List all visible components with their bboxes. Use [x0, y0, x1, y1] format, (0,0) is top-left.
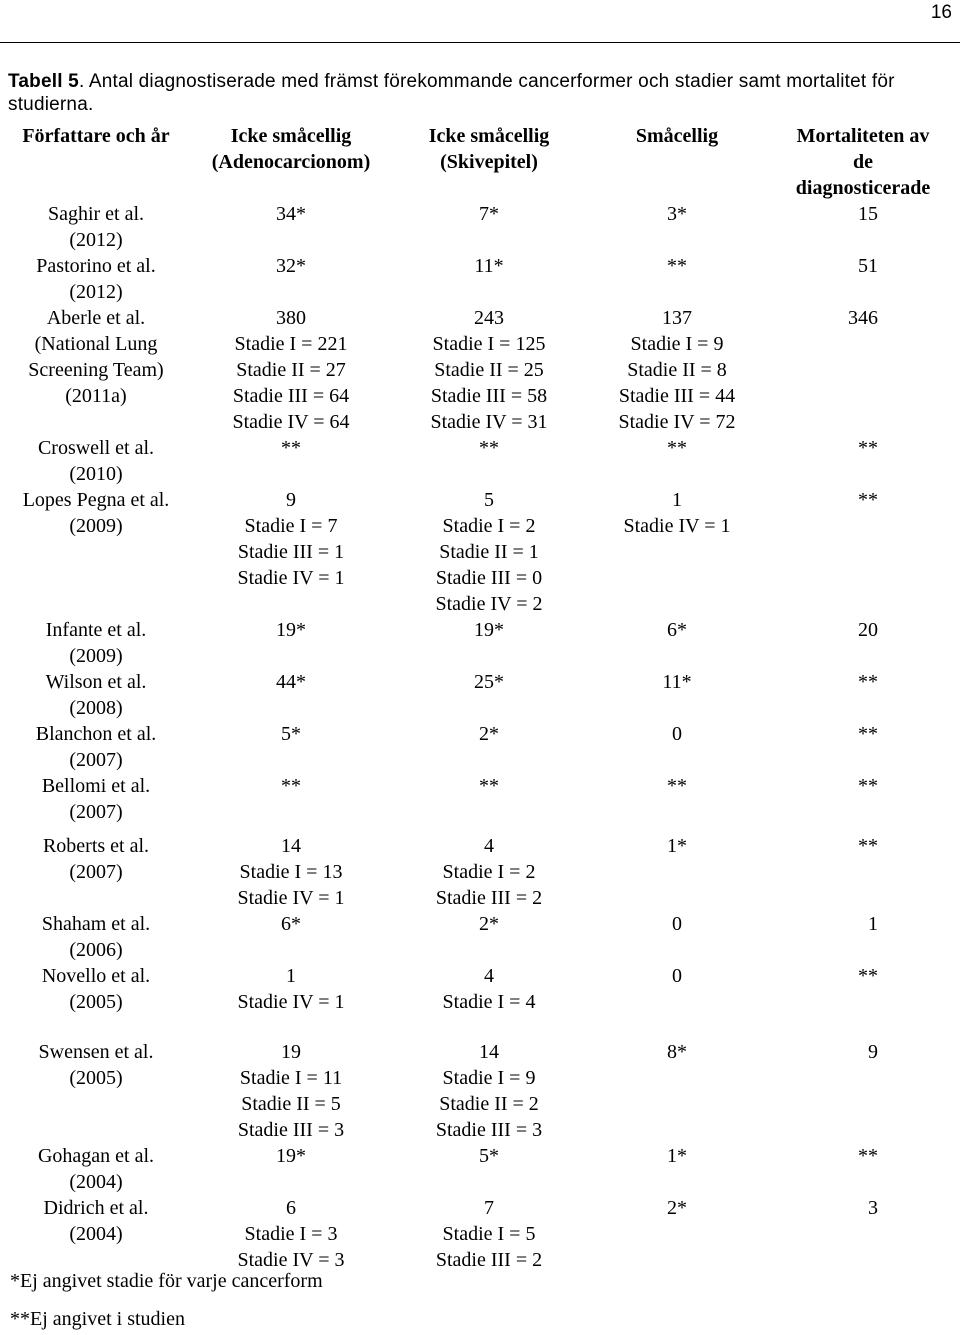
author-cell	[0, 1143, 192, 1195]
cell-line: 2*	[479, 723, 499, 745]
cell-line: 380	[276, 307, 306, 329]
cell-line: 5*	[281, 723, 301, 745]
small-cell-cell	[588, 773, 766, 833]
cell-line: Stadie II = 27	[236, 359, 346, 381]
cell-line: (2009)	[69, 515, 123, 537]
author-cell	[0, 435, 192, 487]
cell-line: **	[858, 1145, 878, 1167]
adenocarcinoma-cell	[192, 1143, 390, 1195]
cell-line: Shaham et al.	[41, 913, 151, 935]
cell-line: Stadie III = 2	[435, 1249, 543, 1271]
cell-line: 14	[479, 1041, 499, 1063]
cell-line: Stadie II = 5	[241, 1093, 341, 1115]
author-cell	[0, 617, 192, 669]
table-row	[0, 1039, 960, 1143]
cell-line: Stadie IV = 1	[237, 991, 345, 1013]
adenocarcinoma-cell	[192, 617, 390, 669]
cell-line: 14	[281, 835, 301, 857]
cell-line: Stadie IV = 64	[232, 411, 350, 433]
cell-line: 51	[858, 255, 878, 277]
table-row	[0, 1195, 960, 1273]
small-cell-cell	[588, 435, 766, 487]
cell-line: Infante et al.	[45, 619, 147, 641]
cell-line: 137	[662, 307, 692, 329]
footnote-2: **Ej angivet i studien	[10, 1308, 185, 1330]
cell-line: Pastorino et al.	[36, 255, 156, 277]
cell-line: **	[479, 437, 499, 459]
cell-line: Stadie IV = 3	[237, 1249, 345, 1271]
mortality-cell	[766, 833, 960, 911]
cell-line: 19*	[276, 1145, 306, 1167]
cell-line: (2007)	[69, 801, 123, 823]
cell-line: Stadie III = 44	[618, 385, 736, 407]
table-row	[0, 669, 960, 721]
small-cell-cell	[588, 617, 766, 669]
cell-line: 19	[281, 1041, 301, 1063]
cell-line: 15	[858, 203, 878, 225]
cell-line: 1	[286, 965, 296, 987]
cell-line: Stadie IV = 2	[435, 593, 543, 615]
cell-line: (2005)	[69, 991, 123, 1013]
cell-line: **	[858, 723, 878, 745]
cell-line: **	[858, 965, 878, 987]
author-cell	[0, 963, 192, 1039]
mortality-cell	[766, 721, 960, 773]
cell-line: Stadie I = 11	[239, 1067, 343, 1089]
adenocarcinoma-cell	[192, 833, 390, 911]
caption-label: Tabell 5	[8, 71, 79, 92]
cell-line: **	[858, 489, 878, 511]
squamous-cell	[390, 435, 588, 487]
cell-line: (2011a)	[65, 385, 127, 407]
cell-line: Stadie I = 13	[239, 861, 343, 883]
cell-line: **	[667, 775, 687, 797]
mortality-cell	[766, 617, 960, 669]
mortality-cell	[766, 253, 960, 305]
cell-line: 0	[672, 965, 682, 987]
cell-line: 34*	[276, 203, 306, 225]
cell-line: Stadie II = 8	[627, 359, 727, 381]
author-cell	[0, 669, 192, 721]
table-caption	[8, 70, 953, 116]
small-cell-cell	[588, 963, 766, 1039]
cell-line: 6	[286, 1197, 296, 1219]
cell-line: Stadie III = 3	[237, 1119, 345, 1141]
adenocarcinoma-cell	[192, 305, 390, 435]
cell-line: Gohagan et al.	[37, 1145, 155, 1167]
small-cell-cell	[588, 305, 766, 435]
author-cell	[0, 305, 192, 435]
squamous-cell	[390, 305, 588, 435]
page-number: 16	[930, 2, 952, 23]
squamous-cell	[390, 669, 588, 721]
cell-line: Novello et al.	[41, 965, 151, 987]
cell-line: 9	[868, 1041, 878, 1063]
cell-line: Screening Team)	[28, 359, 164, 381]
adenocarcinoma-cell	[192, 721, 390, 773]
squamous-cell	[390, 1143, 588, 1195]
small-cell-cell	[588, 911, 766, 963]
cell-line: Saghir et al.	[47, 203, 145, 225]
cell-line: 3*	[667, 203, 687, 225]
small-cell-cell	[588, 1039, 766, 1143]
table-row	[0, 487, 960, 617]
adenocarcinoma-cell	[192, 201, 390, 253]
small-cell-cell	[588, 1143, 766, 1195]
cell-line: Stadie III = 58	[430, 385, 548, 407]
cell-line: 2*	[479, 913, 499, 935]
author-cell	[0, 487, 192, 617]
header-author: Författare och år	[22, 125, 170, 147]
cell-line: 1	[868, 913, 878, 935]
table-row	[0, 773, 960, 833]
cell-line: Stadie I = 2	[442, 515, 536, 537]
cell-line: 19*	[276, 619, 306, 641]
cell-line: 1*	[667, 835, 687, 857]
cell-line: (National Lung	[34, 333, 158, 355]
mortality-cell	[766, 1195, 960, 1273]
caption-text: . Antal diagnostiserade med främst förekommande cancerformer och stadier samt mortalitet för studierna.	[8, 71, 895, 115]
mortality-cell	[766, 1039, 960, 1143]
cell-line: Blanchon et al.	[35, 723, 157, 745]
cell-line: (2012)	[69, 229, 123, 251]
cell-line: **	[667, 255, 687, 277]
cell-line: 5*	[479, 1145, 499, 1167]
cell-line: Swensen et al.	[38, 1041, 154, 1063]
squamous-cell	[390, 963, 588, 1039]
cell-line: 3	[868, 1197, 878, 1219]
cell-line: Stadie III = 1	[237, 541, 345, 563]
cell-line: Stadie I = 4	[442, 991, 536, 1013]
adenocarcinoma-cell	[192, 669, 390, 721]
cell-line: 243	[474, 307, 504, 329]
cell-line: Croswell et al.	[37, 437, 155, 459]
adenocarcinoma-cell	[192, 911, 390, 963]
adenocarcinoma-cell	[192, 1039, 390, 1143]
cell-line: 4	[484, 835, 494, 857]
author-cell	[0, 1039, 192, 1143]
cell-line: Stadie I = 125	[432, 333, 546, 355]
cell-line: Bellomi et al.	[41, 775, 151, 797]
small-cell-cell	[588, 669, 766, 721]
table-row	[0, 253, 960, 305]
cell-line: 25*	[474, 671, 504, 693]
header-squamous: Icke småcellig (Skivepitel)	[428, 125, 550, 173]
cell-line: Stadie I = 221	[234, 333, 348, 355]
cell-line: (2005)	[69, 1067, 123, 1089]
squamous-cell	[390, 1195, 588, 1273]
small-cell-cell	[588, 833, 766, 911]
cell-line: **	[858, 671, 878, 693]
table-row	[0, 201, 960, 253]
cell-line: Stadie IV = 1	[237, 887, 345, 909]
mortality-cell	[766, 487, 960, 617]
cell-line: 11*	[662, 671, 692, 693]
cell-line: (2012)	[69, 281, 123, 303]
author-cell	[0, 1195, 192, 1273]
results-table	[0, 120, 960, 1273]
cell-line: (2007)	[69, 749, 123, 771]
cell-line: 7*	[479, 203, 499, 225]
cell-line: **	[667, 437, 687, 459]
squamous-cell	[390, 617, 588, 669]
cell-line: Aberle et al.	[46, 307, 146, 329]
cell-line: Stadie III = 64	[232, 385, 350, 407]
mortality-cell	[766, 1143, 960, 1195]
cell-line: **	[479, 775, 499, 797]
footnote-1: *Ej angivet stadie för varje cancerform	[10, 1270, 323, 1292]
cell-line: Lopes Pegna et al.	[22, 489, 170, 511]
cell-line: 8*	[667, 1041, 687, 1063]
cell-line: 44*	[276, 671, 306, 693]
header-rule	[0, 42, 960, 43]
adenocarcinoma-cell	[192, 773, 390, 833]
cell-line: Stadie I = 9	[442, 1067, 536, 1089]
table-row	[0, 435, 960, 487]
cell-line: Stadie I = 9	[630, 333, 724, 355]
author-cell	[0, 253, 192, 305]
squamous-cell	[390, 253, 588, 305]
cell-line: Stadie IV = 72	[618, 411, 736, 433]
cell-line: Stadie II = 25	[434, 359, 544, 381]
cell-line: (2004)	[69, 1223, 123, 1245]
cell-line: Stadie III = 3	[435, 1119, 543, 1141]
cell-line: (2007)	[69, 861, 123, 883]
squamous-cell	[390, 487, 588, 617]
squamous-cell	[390, 773, 588, 833]
author-cell	[0, 201, 192, 253]
cell-line: 20	[858, 619, 878, 641]
author-cell	[0, 721, 192, 773]
cell-line: 1	[672, 489, 682, 511]
cell-line: **	[858, 437, 878, 459]
squamous-cell	[390, 1039, 588, 1143]
table-row	[0, 833, 960, 911]
header-small-cell: Småcellig	[635, 125, 719, 147]
cell-line: 2*	[667, 1197, 687, 1219]
cell-line: Didrich et al.	[43, 1197, 149, 1219]
cell-line: (2006)	[69, 939, 123, 961]
small-cell-cell	[588, 721, 766, 773]
cell-line: 0	[672, 913, 682, 935]
cell-line: Stadie IV = 31	[430, 411, 548, 433]
squamous-cell	[390, 201, 588, 253]
table-header-row	[0, 120, 960, 201]
small-cell-cell	[588, 1195, 766, 1273]
table-row	[0, 617, 960, 669]
cell-line: Stadie III = 2	[435, 887, 543, 909]
cell-line: 6*	[281, 913, 301, 935]
cell-line: **	[281, 437, 301, 459]
cell-line: 6*	[667, 619, 687, 641]
cell-line: Stadie II = 2	[439, 1093, 539, 1115]
cell-line: Stadie I = 7	[244, 515, 338, 537]
cell-line: Wilson et al.	[45, 671, 147, 693]
cell-line: Stadie IV = 1	[237, 567, 345, 589]
adenocarcinoma-cell	[192, 253, 390, 305]
squamous-cell	[390, 721, 588, 773]
table-row	[0, 305, 960, 435]
cell-line: 19*	[474, 619, 504, 641]
adenocarcinoma-cell	[192, 435, 390, 487]
table-row	[0, 721, 960, 773]
mortality-cell	[766, 435, 960, 487]
small-cell-cell	[588, 201, 766, 253]
cell-line: 7	[484, 1197, 494, 1219]
mortality-cell	[766, 669, 960, 721]
adenocarcinoma-cell	[192, 487, 390, 617]
squamous-cell	[390, 833, 588, 911]
adenocarcinoma-cell	[192, 1195, 390, 1273]
table-row	[0, 1143, 960, 1195]
cell-line: Stadie I = 2	[442, 861, 536, 883]
squamous-cell	[390, 911, 588, 963]
cell-line: (2010)	[69, 463, 123, 485]
table-row	[0, 963, 960, 1039]
cell-line: 1*	[667, 1145, 687, 1167]
author-cell	[0, 911, 192, 963]
cell-line: (2004)	[69, 1171, 123, 1193]
cell-line: (2009)	[69, 645, 123, 667]
adenocarcinoma-cell	[192, 963, 390, 1039]
table-row	[0, 911, 960, 963]
cell-line: Roberts et al.	[42, 835, 150, 857]
author-cell	[0, 833, 192, 911]
cell-line: 9	[286, 489, 296, 511]
cell-line: Stadie II = 1	[439, 541, 539, 563]
mortality-cell	[766, 305, 960, 435]
cell-line: Stadie IV = 1	[623, 515, 731, 537]
author-cell	[0, 773, 192, 833]
mortality-cell	[766, 201, 960, 253]
cell-line: **	[281, 775, 301, 797]
cell-line: Stadie I = 3	[244, 1223, 338, 1245]
header-adenocarcinoma: Icke småcellig (Adenocarcionom)	[211, 125, 371, 173]
cell-line: **	[858, 775, 878, 797]
small-cell-cell	[588, 253, 766, 305]
cell-line: (2008)	[69, 697, 123, 719]
cell-line: 346	[848, 307, 878, 329]
mortality-cell	[766, 963, 960, 1039]
mortality-cell	[766, 773, 960, 833]
cell-line: Stadie III = 0	[435, 567, 543, 589]
cell-line: 0	[672, 723, 682, 745]
cell-line: 4	[484, 965, 494, 987]
mortality-cell	[766, 911, 960, 963]
cell-line: 11*	[474, 255, 504, 277]
cell-line: **	[858, 835, 878, 857]
header-mortality: Mortaliteten av de diagnosticerade	[795, 125, 931, 199]
cell-line: Stadie I = 5	[442, 1223, 536, 1245]
small-cell-cell	[588, 487, 766, 617]
cell-line: 32*	[276, 255, 306, 277]
cell-line: 5	[484, 489, 494, 511]
